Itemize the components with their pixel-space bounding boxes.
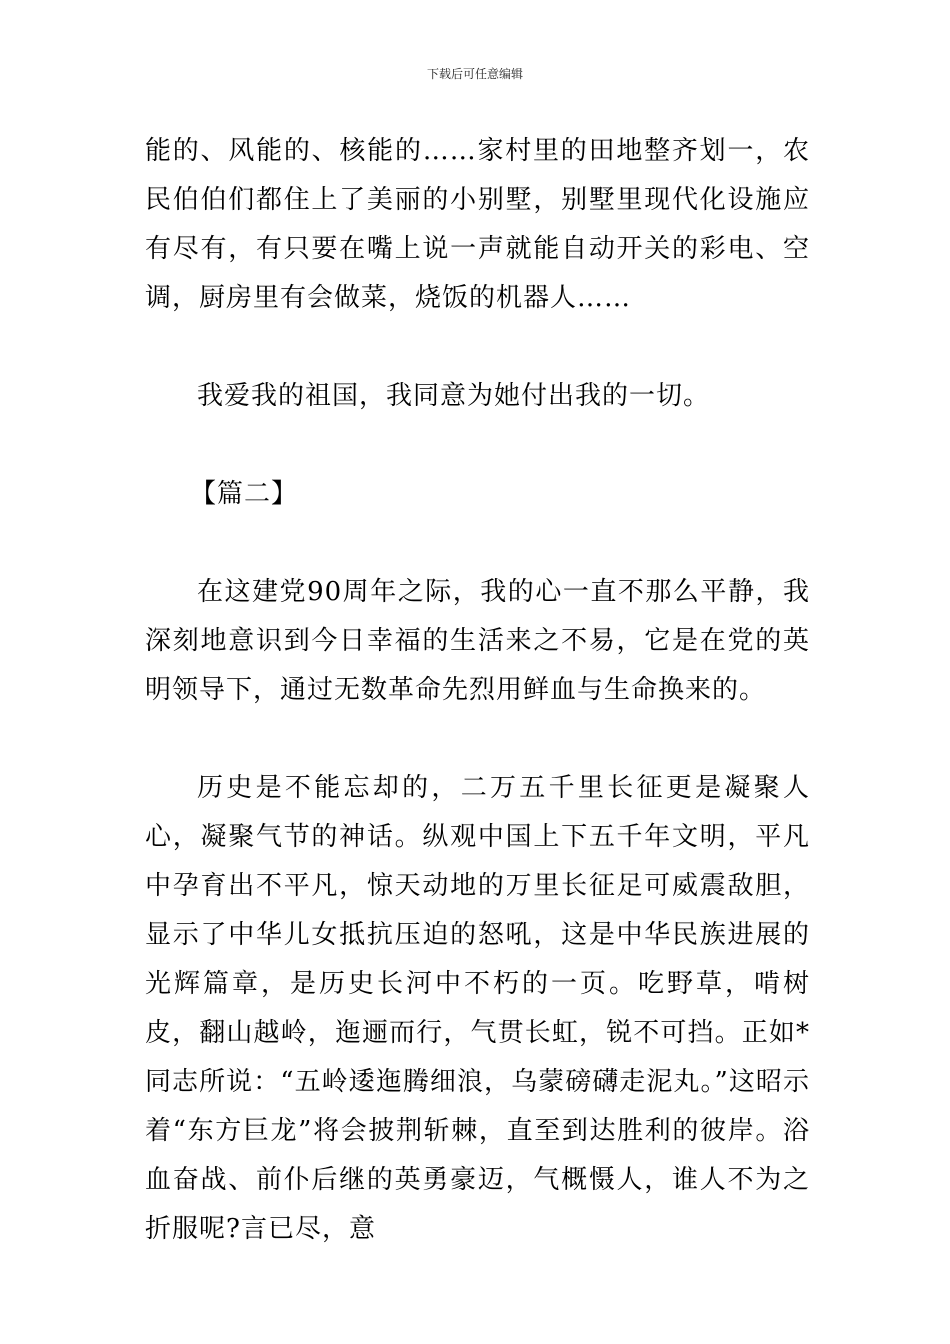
paragraph-party-anniversary: 在这建党90周年之际，我的心一直不那么平静，我深刻地意识到今日幸福的生活来之不易，它是在党的英明领导下，通过无数革命先烈用鲜血与生命换来的。: [145, 577, 810, 705]
paragraph-gap: [145, 715, 810, 764]
section-title: 【篇二】: [190, 479, 299, 509]
paragraph-long-march: 历史是不能忘却的，二万五千里长征更是凝聚人心，凝聚气节的神话。纵观中国上下五千年文明，平凡中孕育出不平凡，惊天动地的万里长征足可威震敌胆，显示了中华儿女抵抗压迫的怒吼，这是中华民族进展的光辉篇章，是历史长河中不朽的一页。吃野草，啃树皮，翻山越岭，迤逦而行，气贯长虹，锐不可挡。正如*同志所说：“五岭逶迤腾细浪，乌蒙磅礴走泥丸。”这昭示着“东方巨龙”将会披荆斩棘，直至到达胜利的彼岸。浴血奋战、前仆后继的英勇豪迈，气概慑人，谁人不为之折服呢?言已尽，意: [145, 773, 810, 1244]
paragraph-gap: [145, 519, 810, 568]
paragraph-continuation: 能的、风能的、核能的……家村里的田地整齐划一，农民伯伯们都住上了美丽的小别墅，别墅里现代化设施应有尽有，有只要在嘴上说一声就能自动开关的彩电、空调，厨房里有会做菜，烧饭的机器人……: [145, 136, 810, 313]
paragraph-love-motherland: 我爱我的祖国，我同意为她付出我的一切。: [197, 381, 711, 411]
page-header: 下载后可任意编辑: [426, 67, 523, 81]
document-body: [145, 127, 810, 1254]
paragraph-gap: [145, 323, 810, 372]
paragraph-gap: [145, 421, 810, 470]
